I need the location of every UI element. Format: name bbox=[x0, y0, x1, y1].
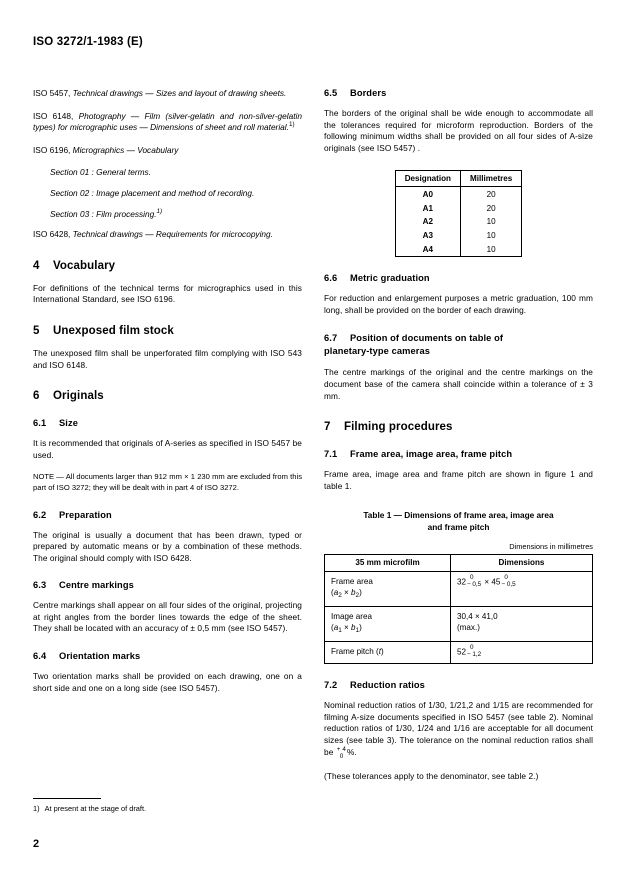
clause-4-number: 4 bbox=[33, 259, 40, 272]
left-column bbox=[33, 88, 302, 783]
subclause-6-4-title: Orientation marks bbox=[59, 651, 141, 662]
clause-4-body: For definitions of the technical terms for micrographics used in this International Standard, see ISO 6196. bbox=[33, 282, 302, 305]
subclause-6-3-number: 6.3 bbox=[33, 580, 47, 591]
subclause-6-1-note: NOTE — All documents larger than 912 mm × 1 230 mm are excluded from this part of ISO 3272; they will be dealt with in part 4 of ISO 3272. bbox=[33, 472, 302, 492]
page-number: 2 bbox=[33, 838, 40, 850]
clause-7-title: Filming procedures bbox=[344, 421, 453, 434]
borders-table-container bbox=[324, 170, 593, 257]
footnote-text bbox=[33, 804, 302, 814]
clause-6-number: 6 bbox=[33, 390, 40, 403]
subclause-6-3-heading bbox=[33, 580, 302, 590]
reduction-tolerance bbox=[337, 746, 346, 760]
table-1-head bbox=[325, 554, 593, 571]
tolerance-lower: − 0,5 bbox=[466, 580, 482, 588]
tolerance-lower: − 0,5 bbox=[501, 580, 516, 588]
clause-5-body: The unexposed film shall be unperforated film complying with ISO 543 and ISO 6148. bbox=[33, 347, 302, 370]
subclause-6-6-number: 6.6 bbox=[324, 273, 338, 284]
frame-pitch-name: Frame pitch bbox=[331, 646, 374, 656]
subclause-6-7-body: The centre markings of the original and the centre markings on the document base of the camera shall coincide within a tolerance of ± 3 mm. bbox=[324, 367, 593, 401]
symbol-b-subscript: 1 bbox=[355, 627, 360, 635]
frame-area-name: Frame area bbox=[331, 576, 373, 586]
clause-7-number: 7 bbox=[324, 421, 331, 434]
reference-iso-6428 bbox=[33, 229, 302, 241]
frame-area-height-tolerance bbox=[501, 575, 515, 588]
symbol-b: b bbox=[351, 588, 356, 598]
subclause-6-6-heading bbox=[324, 273, 593, 283]
cell-designation: A3 bbox=[395, 229, 460, 243]
cell-frame-area-label: Frame area $(a_2 \times b_2)$ bbox=[325, 571, 451, 606]
clause-5-heading bbox=[33, 325, 302, 337]
subclause-7-2-title: Reduction ratios bbox=[350, 679, 425, 690]
table-1-caption-line1: Table 1 — Dimensions of frame area, image area bbox=[363, 510, 554, 521]
frame-pitch-tolerance bbox=[467, 645, 481, 658]
symbol-a: a bbox=[333, 588, 339, 598]
subclause-6-6-body: For reduction and enlargement purposes a metric graduation, 100 mm long, shall be provided on the border of each drawing. bbox=[324, 293, 593, 315]
subclause-6-5-number: 6.5 bbox=[324, 88, 338, 98]
table-row bbox=[325, 641, 593, 663]
subclause-6-4-heading bbox=[33, 651, 302, 661]
clause-6-title: Originals bbox=[53, 390, 104, 403]
frame-area-times: × bbox=[484, 577, 490, 587]
reference-prefix: ISO 5457, bbox=[33, 88, 73, 98]
table-row bbox=[395, 215, 522, 229]
tolerance-upper: + 4 bbox=[336, 746, 346, 754]
reference-title: Micrographics — Vocabulary bbox=[72, 144, 179, 155]
table-1-header-row bbox=[325, 554, 593, 571]
reference-iso-6148 bbox=[33, 111, 302, 134]
clause-4-heading bbox=[33, 260, 302, 272]
table-1-col-dimensions: Dimensions bbox=[450, 554, 592, 571]
footnote-rule bbox=[33, 798, 101, 799]
clause-5-title: Unexposed film stock bbox=[53, 324, 174, 337]
tolerance-lower: − 1,2 bbox=[466, 650, 482, 658]
subclause-6-1-title: Size bbox=[59, 418, 79, 429]
table-1-body bbox=[325, 571, 593, 663]
subclause-7-1-body: Frame area, image area and frame pitch are shown in figure 1 and table 1. bbox=[324, 469, 593, 491]
symbol-t: t bbox=[378, 646, 381, 656]
reduction-tolerance-unit: %. bbox=[346, 747, 357, 758]
table-1-caption bbox=[324, 510, 593, 533]
section-item-02: Section 02 : Image placement and method of recording. bbox=[50, 187, 255, 198]
subclause-7-2-body bbox=[324, 700, 593, 760]
subclause-6-7-title: Position of documents on table of bbox=[350, 333, 504, 344]
reference-prefix: ISO 6148, bbox=[33, 110, 79, 121]
footnote-marker: 1) bbox=[156, 207, 163, 215]
two-column-body bbox=[33, 88, 593, 783]
symbol-b: b bbox=[351, 623, 356, 633]
frame-area-width: 32 bbox=[456, 577, 466, 587]
frame-area-width-tolerance bbox=[467, 575, 481, 588]
subclause-6-7-heading bbox=[324, 332, 593, 357]
subclause-7-2-note: (These tolerances apply to the denominator, see table 2.) bbox=[324, 771, 539, 782]
table-1 bbox=[324, 554, 593, 664]
image-area-dimensions: 30,4 × 41,0 bbox=[456, 611, 498, 621]
cell-millimetres: 10 bbox=[486, 244, 496, 254]
reference-iso-5457 bbox=[33, 88, 302, 100]
subclause-7-1-number: 7.1 bbox=[324, 449, 338, 460]
subclause-6-1-body: It is recommended that originals of A-series as specified in ISO 5457 be used. bbox=[33, 438, 302, 460]
frame-area-height: 45 bbox=[491, 577, 501, 587]
tolerance-lower: 0 bbox=[339, 753, 344, 761]
symbol-a-subscript: 1 bbox=[338, 627, 342, 635]
table-row bbox=[325, 571, 593, 606]
symbol-a: a bbox=[333, 623, 339, 633]
section-item-03 bbox=[33, 209, 302, 221]
tolerance-upper: 0 bbox=[469, 574, 474, 582]
subclause-6-5-heading bbox=[324, 88, 593, 98]
subclause-6-2-body: The original is usually a document that has been drawn, typed or prepared by automatic means or by a combination of these methods. The original should comply with ISO 6428. bbox=[33, 529, 302, 563]
borders-table bbox=[395, 170, 523, 257]
subclause-7-2-number: 7.2 bbox=[324, 679, 338, 690]
cell-designation: A0 bbox=[395, 187, 460, 201]
table-row bbox=[395, 187, 522, 201]
subclause-7-2-heading bbox=[324, 680, 593, 690]
symbol-times: × bbox=[341, 588, 352, 598]
table-row bbox=[325, 606, 593, 641]
image-area-qualifier: (max.) bbox=[456, 623, 480, 633]
right-column bbox=[324, 88, 593, 783]
symbol-a-subscript: 2 bbox=[338, 592, 342, 600]
subclause-6-3-body: Centre markings shall appear on all four sides of the original, projecting at right angles from the border lines towards the edge of the sheet. They shall be located with an accuracy of ± 0,5 mm (see ISO 5457). bbox=[33, 600, 302, 634]
borders-col-millimetres: Millimetres bbox=[461, 171, 522, 187]
reference-title: Technical drawings — Sizes and layout of drawing sheets. bbox=[72, 88, 287, 98]
clause-5-number: 5 bbox=[33, 324, 40, 337]
cell-millimetres: 20 bbox=[486, 189, 496, 199]
section-item-03-label: Section 03 : Film processing. bbox=[50, 208, 157, 219]
subclause-6-1-number: 6.1 bbox=[33, 418, 47, 429]
cell-designation: A2 bbox=[395, 215, 460, 229]
reduction-ratios-text: Nominal reduction ratios of 1/30, 1/21,2 and 1/15 are recommended for filming A-size documents specified in ISO 5457 (see table 2). Nominal reduction ratios of 1/30, 1/24 and 1/16 are acceptable for all document sizes (see table 3). The tolerance on the nominal reduction ratios shall be bbox=[324, 699, 593, 758]
table-1-caption-line2: and frame pitch bbox=[427, 521, 490, 532]
tolerance-upper: 0 bbox=[504, 574, 508, 582]
borders-table-body bbox=[395, 187, 522, 257]
footnote-content: At present at the stage of draft. bbox=[44, 804, 147, 813]
cell-image-area-value bbox=[450, 606, 592, 641]
subclause-6-2-number: 6.2 bbox=[33, 509, 47, 520]
cell-image-area-label: Image area $(a_1 \times b_1)$ bbox=[325, 606, 451, 641]
subclause-6-6-title: Metric graduation bbox=[350, 273, 430, 284]
footnote-marker: 1) bbox=[288, 121, 295, 129]
subclause-6-4-number: 6.4 bbox=[33, 651, 47, 662]
subclause-6-2-heading bbox=[33, 510, 302, 520]
footnote-mark: 1) bbox=[33, 804, 40, 813]
reference-prefix: ISO 6428, bbox=[33, 229, 73, 240]
clause-4-title: Vocabulary bbox=[53, 259, 116, 272]
table-1-dimensions-note: Dimensions in millimetres bbox=[509, 542, 593, 552]
image-area-name: Image area bbox=[331, 611, 372, 621]
cell-millimetres: 10 bbox=[486, 217, 496, 227]
reference-title: Technical drawings — Requirements for microcopying. bbox=[72, 229, 273, 240]
cell-frame-area-value bbox=[450, 571, 592, 606]
borders-col-designation: Designation bbox=[395, 171, 460, 187]
cell-designation: A4 bbox=[395, 243, 460, 257]
subclause-6-2-title: Preparation bbox=[59, 509, 112, 520]
subclause-6-5-title: Borders bbox=[350, 88, 387, 98]
cell-frame-pitch-label: Frame pitch (t) bbox=[325, 641, 451, 663]
borders-table-head bbox=[395, 171, 522, 187]
reference-title: Photography — Film (silver-gelatin and non-silver-gelatin types) for micrographic uses — Dimensions of sheet and roll material. bbox=[33, 110, 302, 133]
symbol-times: × bbox=[341, 623, 352, 633]
subclause-6-4-body: Two orientation marks shall be provided on each drawing, one on a short side and one on a long side (see ISO 5457). bbox=[33, 671, 302, 693]
clause-7-heading bbox=[324, 421, 593, 433]
subclause-7-1-title: Frame area, image area, frame pitch bbox=[350, 449, 513, 460]
tolerance-upper: 0 bbox=[469, 644, 474, 652]
table-1-col-microfilm: 35 mm microfilm bbox=[325, 554, 451, 571]
subclause-6-1-heading bbox=[33, 418, 302, 428]
table-row bbox=[395, 201, 522, 215]
reference-prefix: ISO 6196, bbox=[33, 144, 73, 155]
table-row bbox=[395, 243, 522, 257]
clause-6-heading bbox=[33, 390, 302, 402]
section-item-01: Section 01 : General terms. bbox=[50, 167, 151, 178]
cell-frame-pitch-value bbox=[450, 641, 592, 663]
table-row bbox=[395, 229, 522, 243]
borders-table-header-row bbox=[395, 171, 522, 187]
document-header: ISO 3272/1-1983 (E) bbox=[33, 36, 143, 48]
subclause-7-1-heading bbox=[324, 449, 593, 459]
cell-millimetres: 20 bbox=[486, 203, 496, 213]
subclause-6-7-number: 6.7 bbox=[324, 333, 338, 344]
reference-iso-6196 bbox=[33, 145, 302, 157]
footnote-block bbox=[33, 798, 302, 814]
subclause-6-5-body: The borders of the original shall be wide enough to accommodate all the tolerances required for microform reproduction. Borders of the following minimum widths shall be provided on all four sides of A-size originals (see ISO 5457) . bbox=[324, 108, 593, 153]
symbol-b-subscript: 2 bbox=[355, 592, 360, 600]
cell-millimetres: 10 bbox=[486, 231, 496, 241]
subclause-6-7-title-line2: planetary-type cameras bbox=[324, 345, 431, 356]
frame-pitch-value: 52 bbox=[456, 647, 466, 657]
subclause-6-3-title: Centre markings bbox=[59, 580, 134, 591]
cell-designation: A1 bbox=[395, 201, 460, 215]
